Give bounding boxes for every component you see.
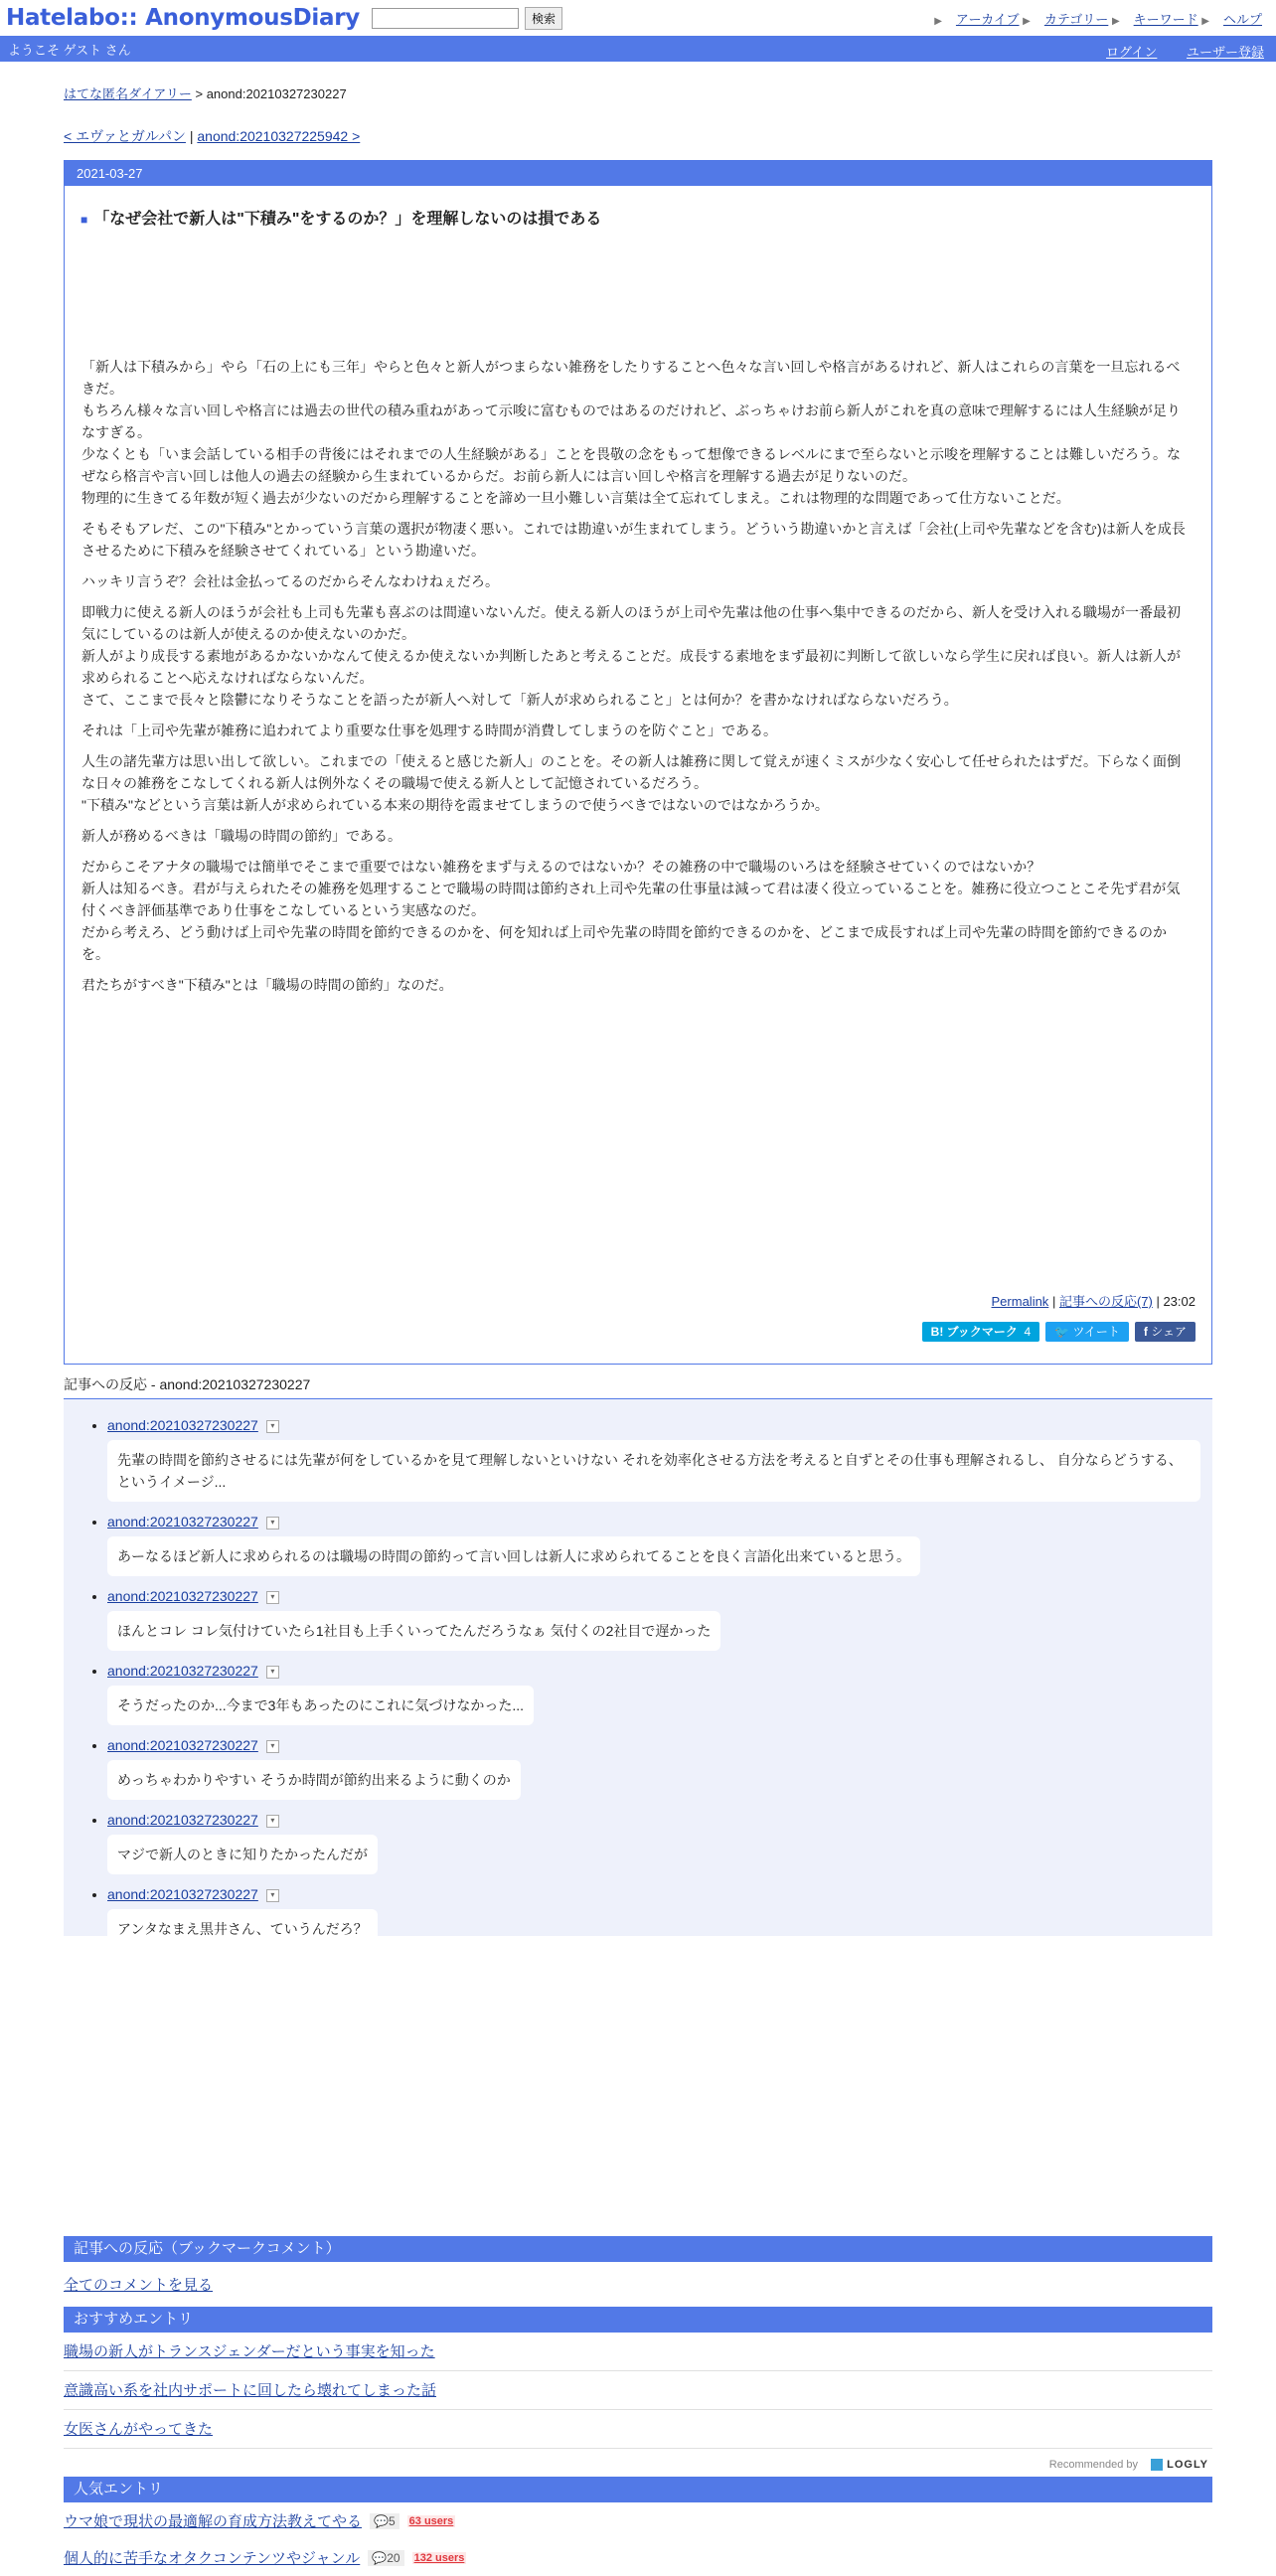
reaction-link[interactable]: anond:20210327230227 [107, 1514, 258, 1530]
entry-paragraph: そもそもアレだ、この"下積み"とかっていう言葉の選択が物凄く悪い。これでは勘違いが生まれてしまう。どういう勘違いかと言えば「会社(上司や先輩などを含む)は新人を成長させるために下積みを経験させてくれている」という勘違いだ。 [81, 521, 1186, 559]
reaction-link[interactable]: anond:20210327230227 [107, 1417, 258, 1433]
popular-item [64, 2502, 1212, 2539]
register-link[interactable]: ユーザー登録 [1186, 45, 1264, 60]
recommended-list [64, 2333, 1212, 2449]
search-input[interactable] [372, 8, 519, 29]
dropdown-icon[interactable]: ▾ [266, 1666, 279, 1679]
share-buttons [922, 1322, 1196, 1342]
facebook-icon: f [1143, 1325, 1148, 1339]
reactions-title: 記事への反応 - anond:20210327230227 [64, 1376, 311, 1392]
next-entry-link[interactable]: anond:20210327225942 > [197, 128, 361, 144]
link-category[interactable]: カテゴリー [1043, 12, 1109, 27]
bookmark-comments-header: 記事への反応（ブックマークコメント） [64, 2236, 1212, 2262]
reaction-link[interactable]: anond:20210327230227 [107, 1663, 258, 1679]
reaction-item [107, 1588, 1212, 1651]
entry-paragraph: 新人が務めるべきは「職場の時間の節約」である。 [81, 828, 401, 844]
reaction-text: 先輩の時間を節約させるには先輩が何をしているかを見て理解しないといけない それを効率化させる方法を考えると自ずとその仕事も理解されるし、 自分ならどうする、というイメージ... [107, 1440, 1200, 1502]
entry-paragraph: 君たちがすべき"下積み"とは「職場の時間の節約」なのだ。 [81, 977, 453, 993]
dropdown-icon[interactable]: ▾ [266, 1815, 279, 1828]
recommended-link[interactable]: 職場の新人がトランスジェンダーだという事実を知った [64, 2343, 435, 2360]
reaction-item [107, 1417, 1212, 1502]
reaction-text: めっちゃわかりやすい そうか時間が節約出来るように動くのか [107, 1760, 521, 1800]
reaction-text: ほんとコレ コレ気付けていたら1社目も上手くいってたんだろうなぁ 気付くの2社目で遅かった [107, 1611, 720, 1651]
dropdown-icon[interactable]: ▾ [266, 1517, 279, 1530]
arrow-icon: ▶ [1023, 16, 1031, 27]
reaction-text: マジで新人のときに知りたかったんだが [107, 1835, 378, 1874]
welcome-text: ようこそ ゲスト さん [8, 42, 131, 58]
site-logo[interactable]: Hatelabo:: AnonymousDiary [6, 5, 360, 31]
breadcrumb: はてな匿名ダイアリー > anond:20210327230227 [64, 86, 347, 101]
comment-count: 💬5 [370, 2513, 399, 2529]
link-help[interactable]: ヘルプ [1222, 12, 1262, 27]
all-comments-link[interactable]: 全てのコメントを見る [64, 2277, 214, 2294]
reaction-text: そうだったのか...今まで3年もあったのにこれに気づけなかった... [107, 1686, 534, 1725]
reaction-link[interactable]: anond:20210327230227 [107, 1737, 258, 1753]
popular-link[interactable]: ウマ娘で現状の最適解の育成方法教えてやる [64, 2513, 363, 2530]
permalink[interactable]: Permalink [991, 1294, 1049, 1309]
recommended-item [64, 2410, 1212, 2449]
users-badge[interactable]: 63 users [408, 2514, 454, 2527]
popular-list [64, 2502, 1212, 2576]
entry-box [64, 160, 1212, 1365]
dropdown-icon[interactable]: ▾ [266, 1420, 279, 1433]
link-keyword[interactable]: キーワード [1133, 12, 1198, 27]
reaction-link[interactable]: anond:20210327230227 [107, 1812, 258, 1828]
recommended-link[interactable]: 意識高い系を社内サポートに回したら壊れてしまった話 [64, 2382, 437, 2399]
logly-icon [1151, 2459, 1163, 2471]
login-link[interactable]: ログイン [1106, 45, 1158, 60]
entry-paragraph: それは「上司や先輩が雑務に追われてより重要な仕事を処理する時間が消費してしまうのを防ぐこと」である。 [81, 723, 777, 738]
arrow-icon: ▶ [1111, 16, 1120, 27]
twitter-icon: 🐦 [1054, 1325, 1070, 1339]
recommended-item [64, 2333, 1212, 2371]
main-content [64, 83, 1212, 2576]
reaction-link[interactable]: anond:20210327230227 [107, 1588, 258, 1604]
prev-entry-link[interactable]: < エヴァとガルパン [64, 128, 186, 144]
reactions-list [64, 1398, 1212, 1936]
recommended-item [64, 2371, 1212, 2410]
reaction-text: あーなるほど新人に求められるのは職場の時間の節約って言い回しは新人に求められてることを良く言語化出来ていると思う。 [107, 1536, 920, 1576]
popular-header: 人気エントリ [64, 2477, 1212, 2502]
entry-date: 2021-03-27 [65, 161, 1211, 186]
reaction-item [107, 1514, 1212, 1576]
users-badge[interactable]: 132 users [413, 2551, 465, 2564]
entry-footer: Permalink | 記事への反応(7) | 23:02 [991, 1294, 1196, 1309]
entry-paragraph: 即戦力に使える新人のほうが会社も上司も先輩も喜ぶのは間違いないんだ。使える新人のほうが上司や先輩は他の仕事へ集中できるのだから、新人を受け入れる職場が一番最初気にしているのは新人が使えるのか使えないのかだ。 新人がより成長する素地があるかないかなんて使えるか使えないか判断したあと考えることだ。成長する素地をまず最初に判断して欲しいなら学生に戻れば良い。新人は新人が求められることへ応えなければならないんだ。 さて、ここまで長々と陰鬱になりそうなことを語ったが新人へ対して「新人が求められること」とは何か？を書かなければならないだろう。 [81, 604, 1181, 708]
entry-paragraph: 人生の諸先輩方は思い出して欲しい。これまでの「使えると感じた新人」のことを。その新人は雑務に関して覚えが速くミスが少なく安心して任せられたはずだ。下らなく面倒な日々の雑務をこなしてくれる新人は例外なくその職場で使える新人として記憶されているだろう。 "下積み"などという言葉は新人が求められている本来の期待を霞ませてしまうので使うべきではないのではなかろうか。 [81, 753, 1181, 813]
link-archive[interactable]: アーカイブ [955, 12, 1020, 27]
comment-icon: 💬 [372, 2550, 388, 2565]
recommended-header: おすすめエントリ [64, 2307, 1212, 2333]
pager: < エヴァとガルパン | anond:20210327225942 > [64, 128, 361, 144]
breadcrumb-home[interactable]: はてな匿名ダイアリー [64, 86, 192, 101]
popular-link[interactable]: 個人的に苦手なオタクコンテンツやジャンル [64, 2550, 361, 2567]
top-header [0, 0, 1276, 36]
hatena-bookmark-button[interactable]: B! ブックマーク 4 [922, 1322, 1040, 1342]
comment-icon: 💬 [374, 2513, 389, 2528]
comment-count: 💬20 [368, 2550, 403, 2566]
popular-item [64, 2539, 1212, 2576]
dropdown-icon[interactable]: ▾ [266, 1889, 279, 1902]
recommended-link[interactable]: 女医さんがやってきた [64, 2421, 214, 2438]
entry-paragraph: だからこそアナタの職場では簡単でそこまで重要ではない雑務をまず与えるのではないか？その雑務の中で職場のいろはを経験させていくのではないか？ 新人は知るべき。君が与えられたその雑務を処理することで職場の時間は節約され上司や先輩の仕事量は減って君は凄く役立っていることを。雑務に役立つことこそ先ず君が気付くべき評価基準であり仕事をこなしているという実感なのだ。 だから考えろ、どう動けば上司や先輩の時間を節約できるのかを、何を知れば上司や先輩の時間を節約できるのかを、どこまで成長すれば上司や先輩の時間を節約できるのかを。 [81, 859, 1181, 962]
entry-paragraph: 「新人は下積みから」やら「石の上にも三年」やらと色々と新人がつまらない雑務をしたりすることへ色々な言い回しや格言があるけれど、新人はこれらの言葉を一旦忘れるべきだ。 もちろん様々な言い回しや格言には過去の世代の積み重ねがあって示唆に富むものではあるのだけれど、ぶっちゃけお前ら新人がこれを真の意味で理解するには人生経験が足りなすぎる。 少なくとも「いま会話している相手の背後にはそれまでの人生経験がある」ことを畏敬の念をもって想像できるレベルにまで至らないと示唆を理解することは難しいだろう。なぜなら格言や言い回しは他人の過去の経験から生まれているからだ。お前ら新人には言い回しや格言を理解する過去が足りないのだ。 物理的に生きてる年数が短く過去が少ないのだから理解することを諦め一旦小難しい言葉は全て忘れてしまえ。これは物理的な問題であって仕方ないことだ。 [81, 359, 1181, 506]
dropdown-icon[interactable]: ▾ [266, 1591, 279, 1604]
arrow-icon: ▶ [1201, 16, 1209, 27]
user-bar [0, 36, 1276, 62]
search-button[interactable]: 検索 [525, 7, 562, 30]
dropdown-icon[interactable]: ▾ [266, 1740, 279, 1753]
entry-body [81, 356, 1192, 996]
reaction-item [107, 1663, 1212, 1725]
reaction-item [107, 1812, 1212, 1874]
arrow-icon: ▶ [934, 16, 942, 27]
entry-paragraph: ハッキリ言うぞ？会社は金払ってるのだからそんなわけねぇだろ。 [81, 573, 499, 589]
reaction-item [107, 1737, 1212, 1800]
logly-logo[interactable]: LOGLY [1151, 2459, 1208, 2471]
reactions-link[interactable]: 記事への反応(7) [1058, 1294, 1153, 1309]
entry-mark-icon[interactable]: ■ [80, 213, 88, 227]
reaction-link[interactable]: anond:20210327230227 [107, 1886, 258, 1902]
breadcrumb-current: anond:20210327230227 [206, 86, 347, 101]
recommended-credit: Recommended by LOGLY [1048, 2459, 1208, 2471]
tweet-button[interactable]: 🐦 ツイート [1045, 1322, 1129, 1342]
entry-time: 23:02 [1163, 1294, 1196, 1309]
entry-title: ■ 「なぜ会社で新人は"下積み"をするのか？」を理解しないのは損である [80, 211, 602, 228]
facebook-share-button[interactable]: f シェア [1135, 1322, 1196, 1342]
top-links [934, 9, 1262, 28]
reaction-text: アンタなまえ黒井さん、ていうんだろ？ [107, 1909, 378, 1949]
